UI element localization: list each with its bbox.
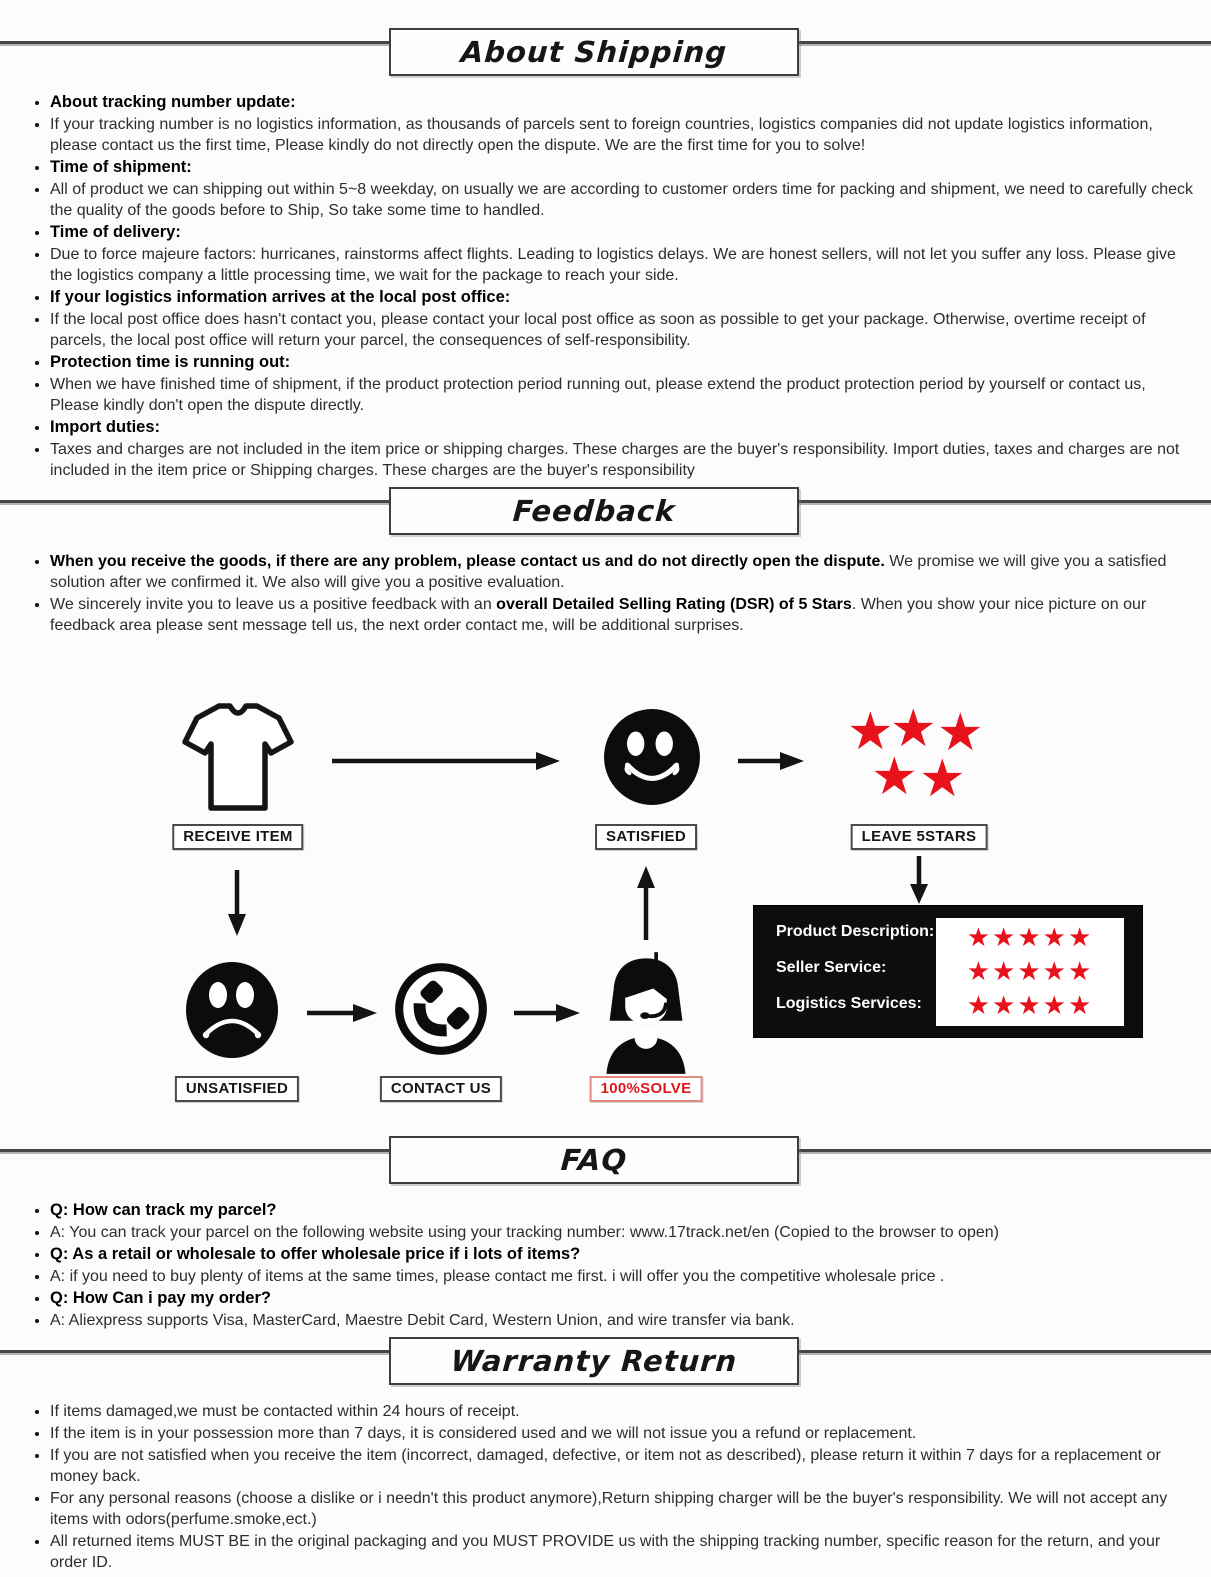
banner-plate bbox=[389, 1136, 799, 1184]
section-title-feedback: Feedback bbox=[511, 494, 677, 528]
section-banner-warranty bbox=[0, 1337, 1211, 1391]
receive-item-label: RECEIVE ITEM bbox=[172, 824, 303, 850]
list-item bbox=[50, 594, 1195, 636]
tshirt-icon bbox=[180, 698, 296, 816]
list-item: • About tracking number update: bbox=[50, 92, 1195, 113]
list-item: • All of product we can shipping out within 5~8 weekday, on usually we are according to customer orders time for packing and shipment, we need to carefully check the quality of the goods before to Ship, So take some time to handled. bbox=[50, 179, 1195, 221]
list-item: • If the local post office does hasn't contact you, please contact your local post office as soon as possible to get your package. Otherwise, overtime receipt of parcels, the local post office will return your parcel, the consequences of self-responsibility. bbox=[50, 309, 1195, 351]
list-item: • Time of shipment: bbox=[50, 157, 1195, 178]
arrow-right-icon bbox=[305, 1002, 377, 1024]
list-item: • A: You can track your parcel on the following website using your tracking number: www.17track.net/en (Copied to the browser to open) bbox=[50, 1222, 1195, 1243]
support-agent-icon bbox=[594, 952, 698, 1074]
bold-text: When you receive the goods, if there are any problem, please contact us and do not directly open the dispute. bbox=[50, 553, 885, 570]
star-icon: ★ bbox=[890, 699, 937, 759]
satisfied-label: SATISFIED bbox=[595, 824, 697, 850]
list-item: • A: Aliexpress supports Visa, MasterCard, Maestre Debit Card, Western Union, and wire transfer via bank. bbox=[50, 1310, 1195, 1331]
happy-face-icon bbox=[601, 706, 703, 808]
list-item: • If items damaged,we must be contacted within 24 hours of receipt. bbox=[50, 1401, 1195, 1422]
list-item: • All returned items MUST BE in the original packaging and you MUST PROVIDE us with the shipping tracking number, specific reason for the return, and your order ID. bbox=[50, 1531, 1195, 1573]
section-title-faq: FAQ bbox=[559, 1143, 629, 1177]
star-icon: ★ bbox=[919, 749, 966, 809]
bold-text: overall Detailed Selling Rating (DSR) of 5 Stars bbox=[496, 596, 852, 613]
contact-us-label: CONTACT US bbox=[380, 1076, 502, 1102]
arrow-up-icon bbox=[635, 866, 657, 940]
star-icon: ★ bbox=[847, 702, 894, 762]
section-title-shipping: About Shipping bbox=[459, 35, 729, 69]
faq-list bbox=[0, 1200, 1211, 1331]
plain-text: . When you show your nice picture on our feedback area please sent message tell us, the next order contact me, will be additional surprises. bbox=[50, 596, 1147, 634]
section-banner-feedback bbox=[0, 487, 1211, 541]
solve-label: 100%SOLVE bbox=[590, 1076, 703, 1102]
shipping-list bbox=[0, 92, 1211, 481]
list-item: • If the item is in your possession more than 7 days, it is considered used and we will not issue you a refund or replacement. bbox=[50, 1423, 1195, 1444]
list-item: • If you are not satisfied when you receive the item (incorrect, damaged, defective, or item not as described), please return it within 7 days for a replacement or money back. bbox=[50, 1445, 1195, 1487]
rating-row-label: Seller Service: bbox=[776, 959, 887, 976]
arrow-down-icon bbox=[226, 870, 248, 936]
arrow-right-icon bbox=[512, 1002, 580, 1024]
banner-plate bbox=[389, 1337, 799, 1385]
rating-row-label: Product Description: bbox=[776, 923, 935, 940]
warranty-list bbox=[0, 1401, 1211, 1573]
section-title-warranty: Warranty Return bbox=[449, 1344, 739, 1378]
section-banner-faq bbox=[0, 1136, 1211, 1190]
plain-text: We promise we will give you a satisfied solution after we confirmed it. We also will give you a positive evaluation. bbox=[50, 553, 1167, 591]
rating-stars-panel bbox=[936, 918, 1124, 1026]
rating-row-label: Logistics Services: bbox=[776, 995, 922, 1012]
five-star-row: ★★★★★ bbox=[966, 991, 1094, 1021]
list-item: • A: if you need to buy plenty of items at the same times, please contact me first. i will offer you the competitive wholesale price . bbox=[50, 1266, 1195, 1287]
star-icon: ★ bbox=[937, 703, 984, 763]
banner-plate bbox=[389, 487, 799, 535]
plain-text: We sincerely invite you to leave us a positive feedback with an bbox=[50, 596, 497, 613]
list-item: • If your tracking number is no logistics information, as thousands of parcels sent to foreign countries, logistics companies did not update logistics information, please contact us the first time, Please kindly do not directly open the dispute. We are the first time for you to solve! bbox=[50, 114, 1195, 156]
leave-5stars-label: LEAVE 5STARS bbox=[851, 824, 988, 850]
list-item: • Import duties: bbox=[50, 417, 1195, 438]
banner-plate bbox=[389, 28, 799, 76]
star-icon: ★ bbox=[871, 747, 918, 807]
phone-icon bbox=[390, 958, 492, 1060]
list-item: • Due to force majeure factors: hurricanes, rainstorms affect flights. Leading to logistics delays. We are honest sellers, will not let you suffer any loss. Please give the logistics company a little processing time, we wait for the package to reach your side. bbox=[50, 244, 1195, 286]
list-item bbox=[50, 551, 1195, 593]
list-item: • When we have finished time of shipment, if the product protection period running out, please extend the product protection period by yourself or contact us, Please kindly don't open the dispute directly. bbox=[50, 374, 1195, 416]
list-item: • Time of delivery: bbox=[50, 222, 1195, 243]
arrow-down-icon bbox=[908, 856, 930, 904]
list-item: • Taxes and charges are not included in the item price or shipping charges. These charges are the buyer's responsibility. Import duties, taxes and charges are not included in the item price or Shipping charges. These charges are the buyer's responsibility bbox=[50, 439, 1195, 481]
arrow-right-icon bbox=[330, 750, 560, 772]
list-item: • Q: As a retail or wholesale to offer wholesale price if i lots of items? bbox=[50, 1244, 1195, 1265]
list-item: • Protection time is running out: bbox=[50, 352, 1195, 373]
section-banner-shipping bbox=[0, 28, 1211, 82]
feedback-list bbox=[0, 551, 1211, 636]
list-item: • Q: How can track my parcel? bbox=[50, 1200, 1195, 1221]
arrow-right-icon bbox=[736, 750, 804, 772]
list-item: • For any personal reasons (choose a dislike or i needn't this product anymore),Return shipping charger will be the buyer's responsibility. We will not accept any items with odors(perfume.smoke,ect.) bbox=[50, 1488, 1195, 1530]
list-item: • Q: How Can i pay my order? bbox=[50, 1288, 1195, 1309]
unsatisfied-label: UNSATISFIED bbox=[175, 1076, 299, 1102]
sad-face-icon bbox=[182, 960, 282, 1060]
list-item: • If your logistics information arrives at the local post office: bbox=[50, 287, 1195, 308]
rating-box bbox=[753, 905, 1143, 1038]
five-star-row: ★★★★★ bbox=[966, 923, 1094, 953]
feedback-flowchart bbox=[0, 640, 1211, 1130]
five-star-row: ★★★★★ bbox=[966, 957, 1094, 987]
